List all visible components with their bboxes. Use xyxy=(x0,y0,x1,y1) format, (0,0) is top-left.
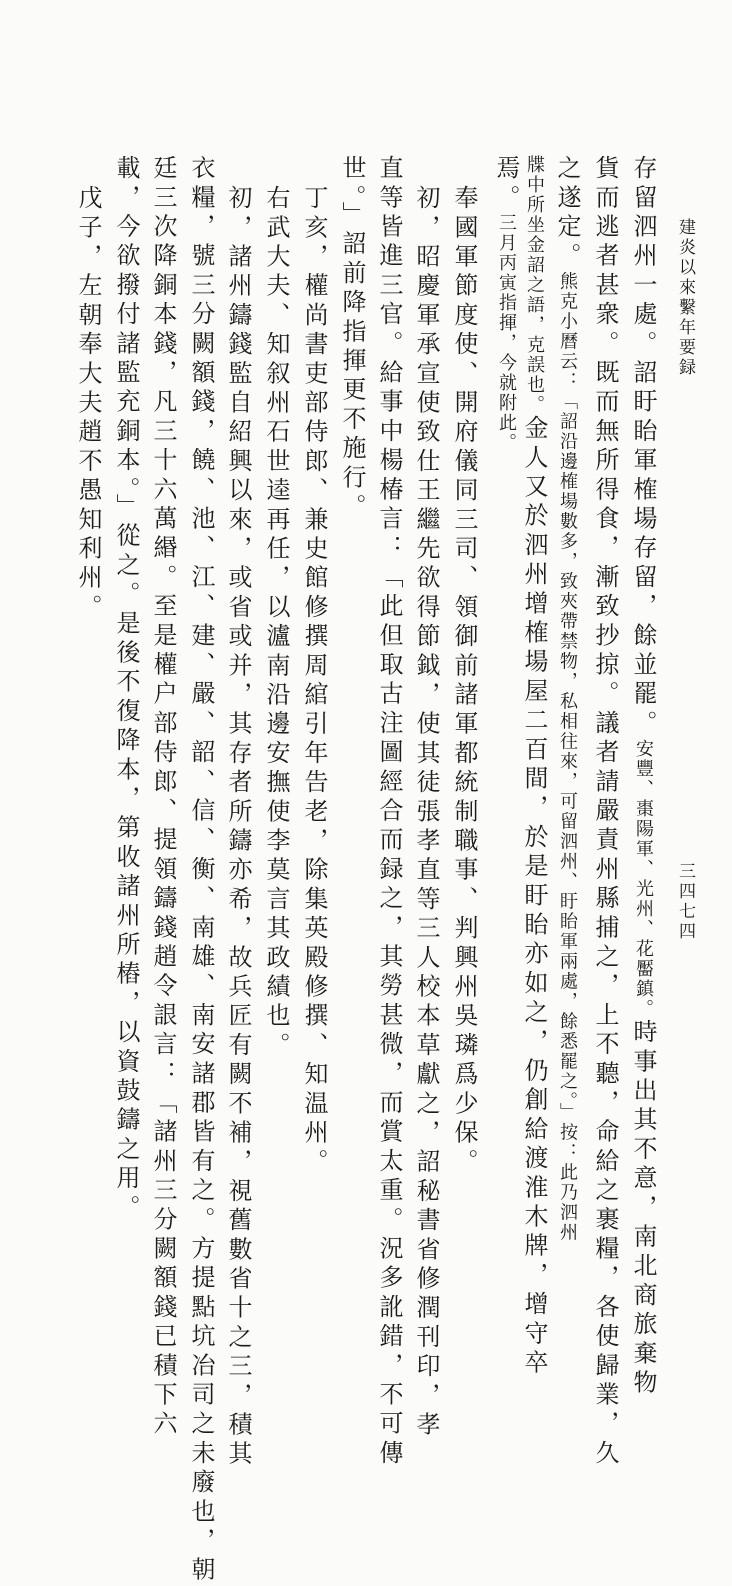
column-3-note: 熊克小曆云：「詔沿邊榷場數多，致夾帶禁物，私相往來，可留泗州、盱眙軍兩處，餘悉罷之。」按：此乃泗州 xyxy=(557,271,578,1243)
column-13-main: 衣糧，號三分闕額錢，饒、池、江、建、嚴、韶、信、衡、南雄、南安諸郡皆有之。方提點坑冶司之未廢也，朝 xyxy=(187,155,215,1586)
column-16-main: 戊子，左朝奉大夫趙不愚知利州。 xyxy=(74,185,102,623)
text-column-6 xyxy=(452,185,476,1178)
column-4-note: 牒中所坐金詔之語，克誤也。 xyxy=(524,155,545,415)
column-3-main: 之遂定。 xyxy=(553,155,581,272)
column-5-note: 三月丙寅指揮，今就附此。 xyxy=(496,213,517,454)
text-column-3 xyxy=(555,155,579,1243)
text-column-10 xyxy=(302,185,326,1178)
column-1-main-continued: 時事出其不意，南北商旅棄物 xyxy=(629,1019,657,1399)
text-column-15 xyxy=(114,155,138,1223)
column-4-main: 金人又於泗州增榷場屋二百間，於是盱眙亦如之，仍創給渡淮木牌，增守卒 xyxy=(520,415,548,1379)
column-12-main: 初，諸州鑄錢監自紹興以來，或省或并，其存者所鑄亦希，故兵匠有闕不補，視舊數省十之三，積其 xyxy=(224,185,252,1470)
text-column-13 xyxy=(189,155,213,1586)
text-column-11 xyxy=(264,185,288,1061)
column-2-main: 貨而逃者甚衆。既而無所得食，漸致抄掠。議者請嚴責州縣捕之，上不聽，命給之裹糧，各使歸業，久 xyxy=(591,155,619,1469)
column-7-main: 初，昭慶軍承宣使致仕王繼先欲得節鉞，使其徒張孝直等三人校本草獻之，詔秘書省修潤刊印，孝 xyxy=(412,185,440,1441)
text-column-5 xyxy=(494,155,518,453)
text-column-16 xyxy=(76,185,100,623)
running-head: 建炎以來繫年要録 xyxy=(675,218,695,378)
text-column-14 xyxy=(151,155,175,1440)
page-number: 三四七四 xyxy=(675,862,695,942)
text-column-12 xyxy=(226,185,250,1470)
column-6-main: 奉國軍節度使、開府儀同三司、領御前諸軍都統制職事、判興州吳璘爲少保。 xyxy=(450,185,478,1178)
column-15-main: 載，今欲撥付諸監充銅本。」從之。是後不復降本，第收諸州所樁，以資鼓鑄之用。 xyxy=(112,155,140,1224)
column-5-main: 焉。 xyxy=(492,155,520,214)
text-column-1 xyxy=(631,155,655,1399)
column-14-main: 廷三次降銅本錢，凡三十六萬緡。至是權户部侍郎、提領鑄錢趙令詪言：「諸州三分闕額錢已積下六 xyxy=(149,155,177,1440)
text-column-4 xyxy=(522,155,546,1379)
text-column-7 xyxy=(414,185,438,1441)
text-column-9 xyxy=(340,155,364,523)
column-1-note: 安豐、棗陽軍、光州、花靨鎮。 xyxy=(633,739,654,1019)
column-9-main: 世。」詔前降指揮更不施行。 xyxy=(338,155,366,523)
column-8-main: 直等皆進三官。給事中楊椿言：「此但取古注圖經合而録之，其勞甚微，而賞太重。況多訛錯，不可傳 xyxy=(375,155,403,1469)
text-column-8 xyxy=(377,155,401,1469)
column-11-main: 右武大夫、知叙州石世逵再任，以瀘南沿邊安撫使李莫言其政績也。 xyxy=(262,185,290,1061)
text-column-2 xyxy=(593,155,617,1469)
column-1-main: 存留泗州一處。詔盱眙軍榷場存留，餘並罷。 xyxy=(629,155,657,739)
column-10-main: 丁亥，權尚書吏部侍郎、兼史館修撰周綰引年告老，除集英殿修撰、知温州。 xyxy=(300,185,328,1178)
